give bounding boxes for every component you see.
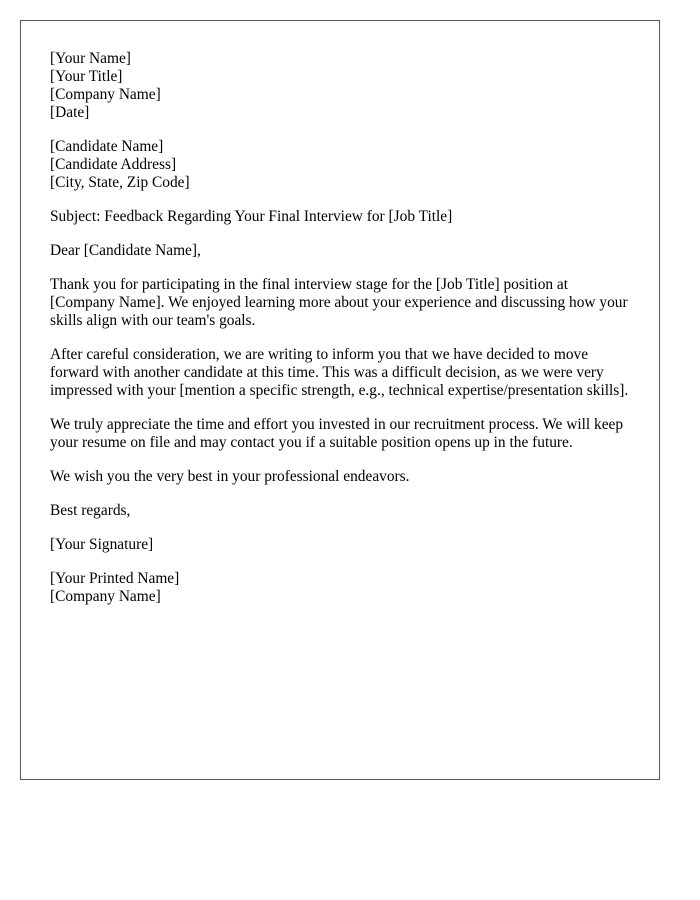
sender-block bbox=[50, 50, 632, 122]
closing: Best regards, bbox=[50, 502, 131, 519]
signature-placeholder: [Your Signature] bbox=[50, 536, 154, 553]
printed-name: [Your Printed Name] bbox=[50, 570, 180, 587]
subject-line: Subject: Feedback Regarding Your Final Interview for [Job Title] bbox=[50, 208, 453, 225]
recipient-block bbox=[50, 138, 632, 192]
signature-company: [Company Name] bbox=[50, 588, 161, 605]
recipient-address: [Candidate Address] bbox=[50, 156, 177, 173]
paragraph-well-wishes: We wish you the very best in your professional endeavors. bbox=[50, 468, 410, 485]
letter-date: [Date] bbox=[50, 104, 90, 121]
paragraph-thank-you: Thank you for participating in the final interview stage for the [Job Title] position at [Company Name]. We enjoyed learning more about your experience and discussing how your skills align with our team's goals. bbox=[50, 276, 628, 329]
letter-body bbox=[50, 50, 632, 622]
paragraph-decision: After careful consideration, we are writing to inform you that we have decided to move forward with another candidate at this time. This was a difficult decision, as we were very impressed with your [mention a specific strength, e.g., technical expertise/presentation skills]. bbox=[50, 346, 629, 399]
signature-block bbox=[50, 570, 632, 606]
letter-page bbox=[20, 20, 660, 780]
recipient-city-state-zip: [City, State, Zip Code] bbox=[50, 174, 190, 191]
sender-company: [Company Name] bbox=[50, 86, 161, 103]
sender-title: [Your Title] bbox=[50, 68, 123, 85]
salutation: Dear [Candidate Name], bbox=[50, 242, 201, 259]
sender-name: [Your Name] bbox=[50, 50, 131, 67]
recipient-name: [Candidate Name] bbox=[50, 138, 164, 155]
paragraph-appreciation: We truly appreciate the time and effort you invested in our recruitment process. We will keep your resume on file and may contact you if a suitable position opens up in the future. bbox=[50, 416, 624, 451]
